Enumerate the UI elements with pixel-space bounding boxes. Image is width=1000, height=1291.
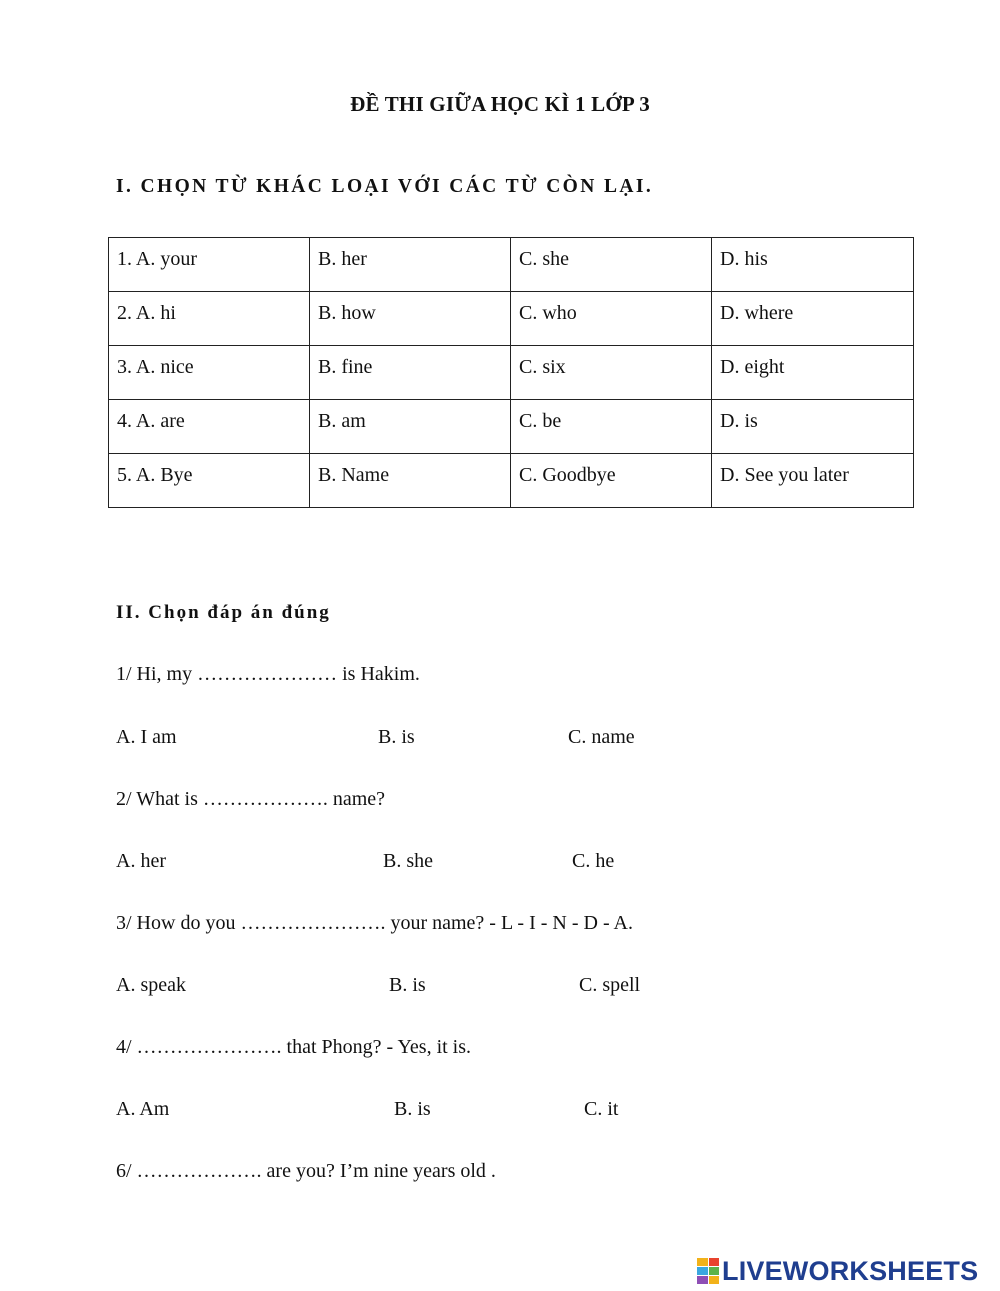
table-cell: C. who xyxy=(511,292,712,346)
table-cell: B. fine xyxy=(310,346,511,400)
table-row xyxy=(109,400,914,454)
question-2: 2/ What is ………………. name? xyxy=(116,788,386,810)
table-row xyxy=(109,346,914,400)
answer-option: B. she xyxy=(383,850,433,872)
answer-option: B. is xyxy=(389,974,426,996)
answer-option: C. name xyxy=(568,726,635,748)
answer-option: A. her xyxy=(116,850,166,872)
table-cell: C. Goodbye xyxy=(511,454,712,508)
answer-option: C. spell xyxy=(579,974,641,996)
table-cell: B. am xyxy=(310,400,511,454)
question-1: 1/ Hi, my ………………… is Hakim. xyxy=(116,663,420,685)
table-row xyxy=(109,238,914,292)
table-cell: D. where xyxy=(712,292,914,346)
table-cell: 5. A. Bye xyxy=(109,454,310,508)
answer-option: A. Am xyxy=(116,1098,170,1120)
answer-option: A. speak xyxy=(116,974,186,996)
table-cell: 2. A. hi xyxy=(109,292,310,346)
page-title: ĐỀ THI GIỮA HỌC KÌ 1 LỚP 3 xyxy=(350,92,650,116)
table-cell: D. See you later xyxy=(712,454,914,508)
question-6: 6/ ………………. are you? I’m nine years old . xyxy=(116,1160,496,1182)
table-cell: B. how xyxy=(310,292,511,346)
table-cell: C. be xyxy=(511,400,712,454)
watermark-text: LIVEWORKSHEETS xyxy=(722,1255,979,1286)
table-row xyxy=(109,292,914,346)
table-cell: B. her xyxy=(310,238,511,292)
answer-option: B. is xyxy=(378,726,415,748)
section-2-heading: II. Chọn đáp án đúng xyxy=(116,602,331,623)
table-cell: C. she xyxy=(511,238,712,292)
table-cell: D. his xyxy=(712,238,914,292)
answer-option: B. is xyxy=(394,1098,431,1120)
table-cell: D. is xyxy=(712,400,914,454)
answer-option: A. I am xyxy=(116,726,177,748)
table-cell: D. eight xyxy=(712,346,914,400)
table-cell: 1. A. your xyxy=(109,238,310,292)
section-1-heading: I. CHỌN TỪ KHÁC LOẠI VỚI CÁC TỪ CÒN LẠI. xyxy=(116,176,654,197)
answer-option: C. he xyxy=(572,850,615,872)
table-cell: 4. A. are xyxy=(109,400,310,454)
table-cell: B. Name xyxy=(310,454,511,508)
table-cell: 3. A. nice xyxy=(109,346,310,400)
question-4: 4/ …………………. that Phong? - Yes, it is. xyxy=(116,1036,472,1058)
question-3: 3/ How do you …………………. your name? - L - I - N - D - A. xyxy=(116,912,633,934)
liveworksheets-logo-icon xyxy=(697,1258,719,1284)
odd-one-out-table xyxy=(108,237,914,508)
answer-option: C. it xyxy=(584,1098,619,1120)
table-row xyxy=(109,454,914,508)
liveworksheets-logo xyxy=(697,1254,978,1288)
table-cell: C. six xyxy=(511,346,712,400)
